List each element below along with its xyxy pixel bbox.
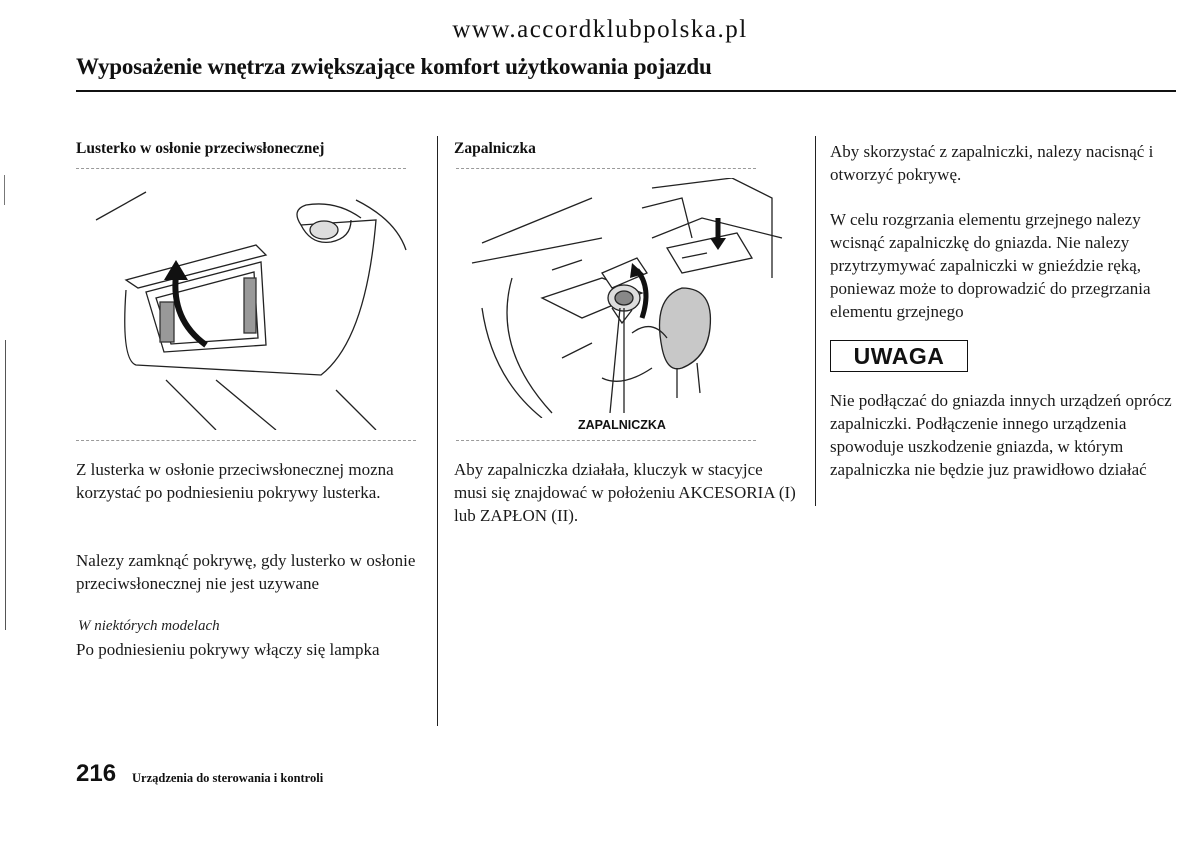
lighter-heating-text: W celu rozgrzania elementu grzejnego nalezy wcisnąć zapalniczkę do gniazda. Nie nalezy przytrzymywać zapalniczki w gnieździe ręką, poniewaz może to doprowadzić do przegrzania elementu grzejnego	[830, 210, 1151, 321]
column-divider-left	[437, 136, 438, 726]
model-note-label: W niektórych modelach	[78, 618, 220, 634]
vanity-mirror-illustration	[76, 180, 416, 430]
section-title: Wyposażenie wnętrza zwiększające komfort użytkowania pojazdu	[76, 54, 712, 79]
page-number: 216	[76, 760, 117, 787]
lamp-note-text: Po podniesieniu pokrywy włączy się lampka	[76, 640, 380, 659]
vanity-mirror-usage-text: Z lusterka w osłonie przeciwsłonecznej mozna korzystać po podniesieniu pokrywy lusterka.	[76, 460, 394, 502]
vanity-mirror-heading: Lusterko w osłonie przeciwsłonecznej	[76, 140, 325, 157]
warning-label-box: UWAGA	[830, 340, 968, 372]
lighter-ignition-text: Aby zapalniczka działała, kluczyk w stacyjce musi się znajdować w położeniu AKCESORIA (I) lub ZAPŁON (II).	[454, 460, 796, 525]
lighter-figure-caption: ZAPALNICZKA	[578, 418, 666, 432]
vanity-mirror-close-text: Nalezy zamknąć pokrywę, gdy lusterko w osłonie przeciwsłonecznej nie jest uzywane	[76, 551, 416, 593]
warning-text: Nie podłączać do gniazda innych urządzeń oprócz zapalniczki. Podłączenie innego urządzenia spowoduje uszkodzenie gniazda, w którym zapalniczka nie będzie juz prawidłowo działać	[830, 391, 1172, 479]
figure-bottom-rule	[76, 440, 416, 441]
figure-top-rule	[456, 168, 756, 169]
site-url-watermark: www.accordklubpolska.pl	[452, 16, 748, 43]
column-divider-right	[815, 136, 816, 506]
margin-mark	[4, 175, 5, 205]
lighter-open-text: Aby skorzystać z zapalniczki, nalezy nacisnąć i otworzyć pokrywę.	[830, 142, 1154, 184]
footer-chapter-title: Urządzenia do sterowania i kontroli	[132, 771, 324, 785]
figure-top-rule	[76, 168, 406, 169]
cigarette-lighter-illustration	[452, 178, 792, 418]
margin-mark	[5, 340, 6, 630]
header-divider	[76, 90, 1176, 92]
lighter-heading: Zapalniczka	[454, 140, 536, 157]
figure-bottom-rule	[456, 440, 756, 441]
